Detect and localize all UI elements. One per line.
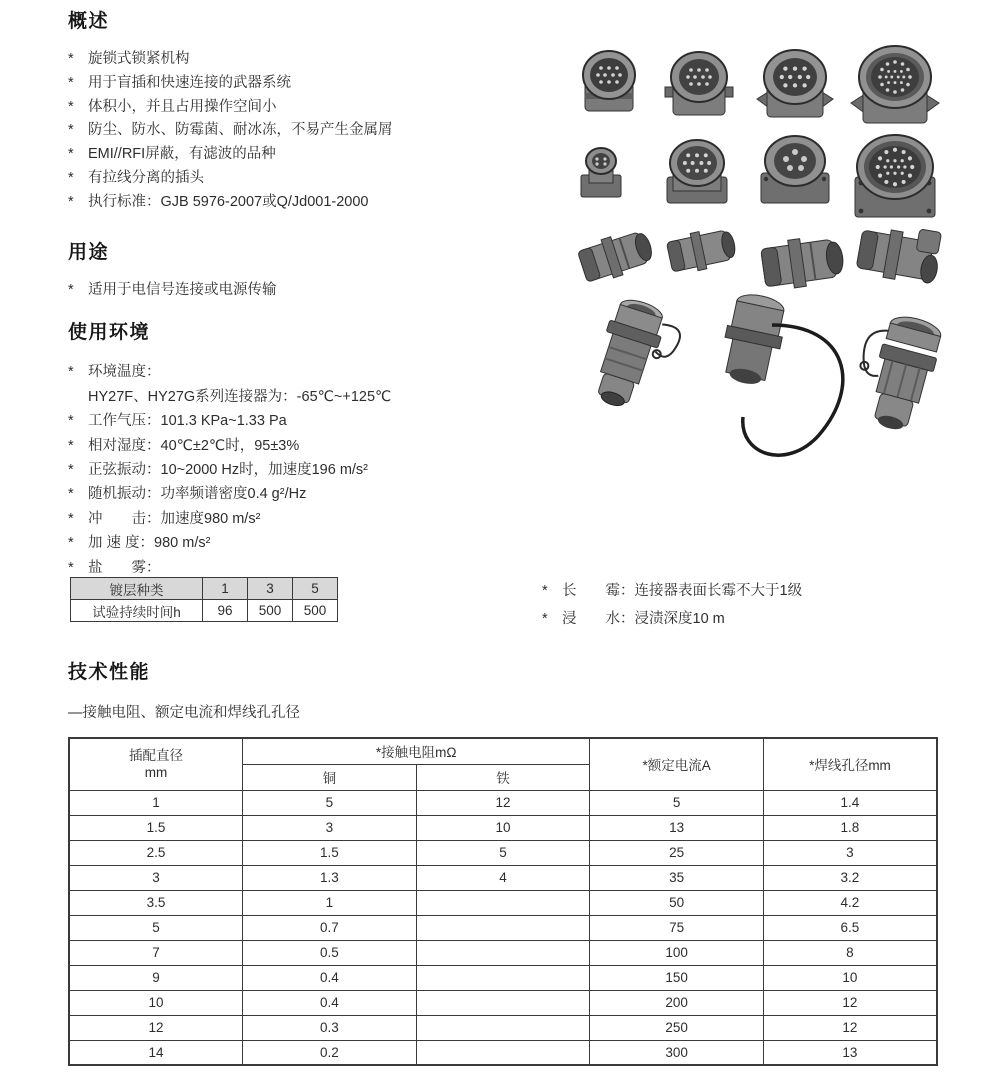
cell: 50 <box>590 890 764 915</box>
usage-heading: 用途 <box>68 241 110 263</box>
overview-item <box>68 72 560 96</box>
cell: 3 <box>69 865 243 890</box>
env-line <box>68 385 560 409</box>
cell: 3 <box>243 815 417 840</box>
col-hole: *焊线孔径mm <box>763 738 937 790</box>
cell <box>416 940 590 965</box>
cell: 1.4 <box>763 790 937 815</box>
tech-table <box>68 737 938 1066</box>
table-row <box>69 865 937 890</box>
env-line-text: 环境温度： <box>88 364 161 381</box>
bullet-asterisk: * <box>542 583 548 599</box>
bullet-asterisk: * <box>68 437 74 454</box>
env-line-text: 工作气压：101.3 KPa~1.33 Pa <box>88 413 287 430</box>
overview-item <box>68 167 560 191</box>
cell: 5 <box>69 915 243 940</box>
cell <box>416 915 590 940</box>
cell: 200 <box>590 990 764 1015</box>
env-line-text: 加 速 度：980 m/s² <box>88 535 211 552</box>
table-row <box>69 815 937 840</box>
bullet-asterisk: * <box>68 169 74 186</box>
overview-item <box>68 96 560 120</box>
env-line <box>68 531 560 555</box>
cell: 镀层种类 <box>71 578 203 600</box>
env-line <box>68 482 560 506</box>
cell: 12 <box>416 790 590 815</box>
cell: 500 <box>293 600 338 622</box>
bullet-asterisk: * <box>68 193 74 210</box>
cell: 5 <box>293 578 338 600</box>
tech-table-head <box>69 738 937 790</box>
cell <box>416 990 590 1015</box>
overview-item <box>68 119 560 143</box>
bullet-asterisk: * <box>68 122 74 139</box>
cell <box>416 1040 590 1065</box>
cell: 4.2 <box>763 890 937 915</box>
cell: 25 <box>590 840 764 865</box>
overview-item-text: 旋锁式锁紧机构 <box>88 51 190 67</box>
env-line <box>542 577 982 605</box>
cell: 3.5 <box>69 890 243 915</box>
plating-header-row <box>71 578 338 600</box>
col-iron: 铁 <box>416 764 590 790</box>
env-line <box>68 458 560 482</box>
bullet-asterisk: * <box>68 413 74 430</box>
overview-item-text: 有拉线分离的插头 <box>88 169 204 186</box>
cell: 75 <box>590 915 764 940</box>
cell: 10 <box>763 965 937 990</box>
env-line <box>68 434 560 458</box>
bullet-asterisk: * <box>542 611 548 627</box>
cell: 0.5 <box>243 940 417 965</box>
overview-item-text: 用于盲插和快速连接的武器系统 <box>88 74 291 91</box>
cell: 12 <box>69 1015 243 1040</box>
env-line <box>68 409 560 433</box>
cell: 0.4 <box>243 990 417 1015</box>
env-line-text: 冲 击：加速度980 m/s² <box>88 510 261 527</box>
cell: 1.5 <box>69 815 243 840</box>
overview-item-text: 防尘、防水、防霉菌、耐冰冻，不易产生金属屑 <box>88 122 393 139</box>
cell: 0.3 <box>243 1015 417 1040</box>
bullet-asterisk: * <box>68 510 74 527</box>
cell: 3.2 <box>763 865 937 890</box>
env-line <box>68 507 560 531</box>
table-row <box>69 790 937 815</box>
cell: 6.5 <box>763 915 937 940</box>
env-line-text: 浸 水：浸渍深度10 m <box>562 611 725 627</box>
cell: 12 <box>763 990 937 1015</box>
bullet-asterisk: * <box>68 74 74 91</box>
plating-table <box>70 577 338 622</box>
tech-section <box>68 657 948 1066</box>
cell: 10 <box>416 815 590 840</box>
env-extra-list <box>542 577 982 633</box>
cell: 150 <box>590 965 764 990</box>
cell <box>416 1015 590 1040</box>
cell: 12 <box>763 1015 937 1040</box>
tech-heading: 技术性能 <box>68 662 151 683</box>
col-diameter <box>69 738 243 790</box>
table-row <box>69 1040 937 1065</box>
cell: 0.4 <box>243 965 417 990</box>
cell: 2.5 <box>69 840 243 865</box>
environment-list <box>68 360 560 580</box>
bullet-asterisk: * <box>68 281 74 298</box>
cell: 250 <box>590 1015 764 1040</box>
overview-list <box>68 48 560 215</box>
overview-item-text: 执行标准：GJB 5976-2007或Q/Jd001-2000 <box>88 193 369 210</box>
cell: 4 <box>416 865 590 890</box>
bullet-asterisk: * <box>68 535 74 552</box>
table-row <box>69 965 937 990</box>
cell: 9 <box>69 965 243 990</box>
left-column <box>68 6 560 580</box>
cell: 35 <box>590 865 764 890</box>
environment-heading: 使用环境 <box>68 322 151 344</box>
overview-item-text: 体积小，并且占用操作空间小 <box>88 98 277 115</box>
cell: 96 <box>203 600 248 622</box>
cell: 5 <box>416 840 590 865</box>
table-row <box>69 890 937 915</box>
tech-subtitle: —接触电阻、额定电流和焊线孔孔径 <box>68 705 300 721</box>
table-row <box>69 990 937 1015</box>
table-header-row <box>69 738 937 764</box>
overview-item <box>68 48 560 72</box>
cell <box>416 965 590 990</box>
cell: 3 <box>763 840 937 865</box>
col-copper: 铜 <box>243 764 417 790</box>
tech-table-body <box>69 790 937 1065</box>
cell: 14 <box>69 1040 243 1065</box>
cell: 1 <box>69 790 243 815</box>
cell: 8 <box>763 940 937 965</box>
usage-item <box>68 279 560 303</box>
overview-item-text: EMI//RFI屏蔽，有滤波的品种 <box>88 146 276 163</box>
cell: 1.5 <box>243 840 417 865</box>
overview-item <box>68 191 560 215</box>
table-row <box>69 940 937 965</box>
cell: 300 <box>590 1040 764 1065</box>
bullet-asterisk: * <box>68 146 74 163</box>
table-row <box>69 915 937 940</box>
cell: 1 <box>203 578 248 600</box>
table-row <box>69 840 937 865</box>
cell: 0.2 <box>243 1040 417 1065</box>
cell: 5 <box>590 790 764 815</box>
table-row <box>69 1015 937 1040</box>
bullet-asterisk: * <box>68 98 74 115</box>
env-line-text: 盐 雾： <box>88 559 161 576</box>
cell: 10 <box>69 990 243 1015</box>
env-line <box>68 360 560 384</box>
cell: 1 <box>243 890 417 915</box>
cell: 5 <box>243 790 417 815</box>
cell: 0.7 <box>243 915 417 940</box>
env-line-text: 随机振动：功率频谱密度0.4 g²/Hz <box>88 486 307 503</box>
cell: 13 <box>590 815 764 840</box>
cell <box>416 890 590 915</box>
bullet-asterisk: * <box>68 462 74 478</box>
col-current: *额定电流A <box>590 738 764 790</box>
bullet-asterisk: * <box>68 559 74 576</box>
env-line <box>542 605 982 633</box>
cell: 1.3 <box>243 865 417 890</box>
overview-heading: 概述 <box>68 11 110 32</box>
env-line-text: 相对湿度：40℃±2℃时，95±3% <box>88 437 300 454</box>
env-line-text: HY27F、HY27G系列连接器为：-65℃~+125℃ <box>88 388 392 405</box>
bullet-asterisk: * <box>68 486 74 503</box>
cell: 1.8 <box>763 815 937 840</box>
usage-list <box>68 279 560 303</box>
col-diameter-unit: mm <box>144 765 168 781</box>
plating-table-wrap <box>70 577 338 622</box>
bullet-asterisk: * <box>68 364 74 381</box>
cell: 7 <box>69 940 243 965</box>
plating-data-row <box>71 600 338 622</box>
env-line-text: 长 霉：连接器表面长霉不大于1级 <box>562 583 803 599</box>
usage-item-text: 适用于电信号连接或电源传输 <box>88 281 277 298</box>
cell: 3 <box>248 578 293 600</box>
overview-item <box>68 143 560 167</box>
cell: 500 <box>248 600 293 622</box>
env-line-text: 正弦振动：10~2000 Hz时，加速度196 m/s² <box>88 462 369 478</box>
col-resistance: *接触电阻mΩ <box>243 738 590 764</box>
col-diameter-label: 插配直径 <box>129 748 184 764</box>
bullet-asterisk: * <box>68 51 74 67</box>
cell: 13 <box>763 1040 937 1065</box>
cell: 100 <box>590 940 764 965</box>
cell: 试验持续时间h <box>71 600 203 622</box>
connectors-photo <box>557 25 987 465</box>
bullet-asterisk <box>68 385 88 409</box>
